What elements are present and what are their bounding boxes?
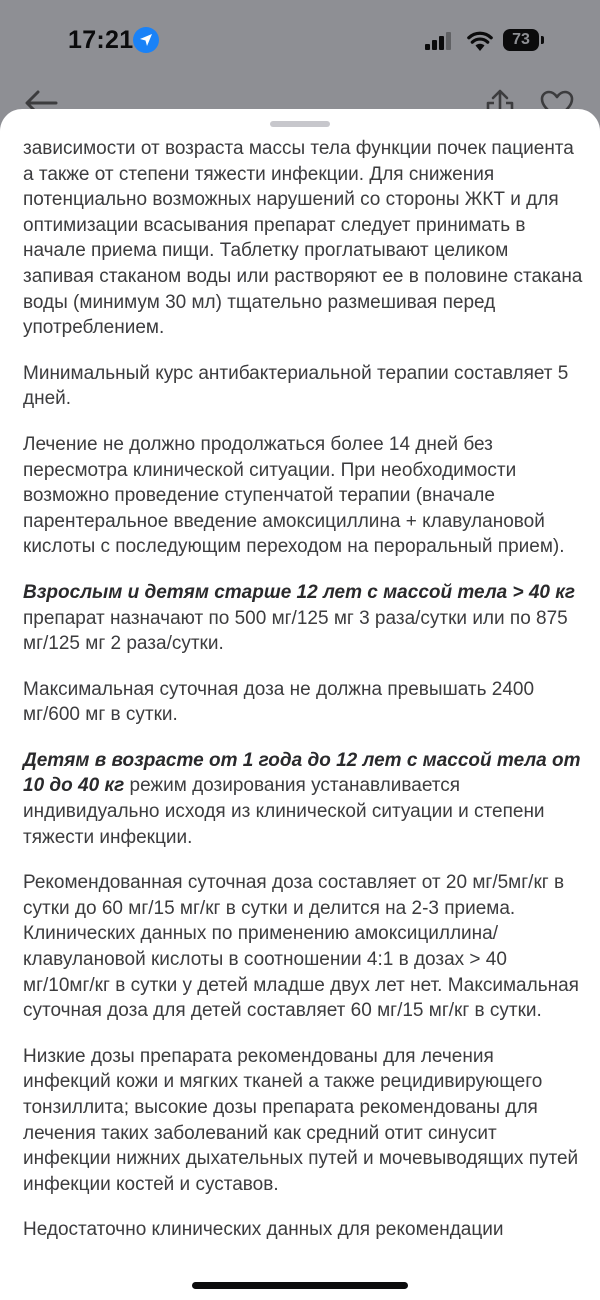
wifi-icon [466, 30, 494, 52]
article-paragraph: зависимости от возраста массы тела функции почек пациента а также от степени тяжести инфекции. Для снижения потенциально возможных нарушений со стороны ЖКТ и для оптимизации всасывания препарат следует принимать в начале приема пищи. Таблетку проглатывают целиком запивая стаканом воды или растворяют ее в половине стакана воды (минимум 30 мл) тщательно размешивая перед употреблением. [23, 138, 583, 339]
cellular-signal-icon [425, 32, 451, 50]
dosage-heading-children: Детям в возрасте от 1 года до 12 лет с массой тела от 10 до 40 кг [23, 749, 581, 797]
location-arrow-icon [133, 27, 159, 53]
battery-icon [503, 29, 539, 51]
article-paragraph: Минимальный курс антибактериальной терапии составляет 5 дней. [23, 362, 569, 410]
dosage-text-adults: препарат назначают по 500 мг/125 мг 3 раза/сутки или по 875 мг/125 мг 2 раза/сутки. [23, 607, 568, 655]
home-indicator[interactable] [192, 1282, 408, 1289]
article-paragraph: Недостаточно клинических данных для рекомендации [23, 1219, 504, 1241]
bottom-sheet[interactable] [0, 109, 600, 1300]
article-paragraph [23, 748, 583, 850]
article-paragraph: Лечение не должно продолжаться более 14 дней без пересмотра клинической ситуации. При необходимости возможно проведение ступенчатой терапии (вначале парентеральное введение амоксициллина + клавулановой кислоты с последующим переходом на пероральный прием). [23, 433, 565, 558]
dosage-text-children: режим дозирования устанавливается индивидуально исходя из клинической ситуации и степени тяжести инфекции. [23, 775, 545, 848]
battery-level: 73 [512, 31, 530, 48]
article-paragraph: Рекомендованная суточная доза составляет от 20 мг/5мг/кг в сутки до 60 мг/15 мг/кг в сутки и делится на 2-3 приема. Клинических данных по применению амоксициллина/клавулановой кислоты в соотношении 4:1 в дозах > 40 мг/10мг/кг в сутки у детей младше двух лет нет. Максимальная суточная доза для детей составляет 60 мг/15 мг/кг в сутки. [23, 872, 579, 1022]
sheet-grabber-handle[interactable] [270, 121, 330, 127]
article-paragraph: Низкие дозы препарата рекомендованы для лечения инфекций кожи и мягких тканей а также рецидивирующего тонзиллита; высокие дозы препарата рекомендованы для лечения таких заболеваний как средний отит синусит инфекции нижних дыхательных путей и мочевыводящих путей инфекции костей и суставов. [23, 1045, 579, 1195]
status-time: 17:21 [68, 26, 134, 54]
article-paragraph [23, 580, 583, 657]
article-content [23, 136, 583, 1263]
dosage-heading-adults: Взрослым и детям старше 12 лет с массой тела > 40 кг [23, 581, 576, 603]
article-paragraph: Максимальная суточная доза не должна превышать 2400 мг/600 мг в сутки. [23, 678, 535, 726]
status-bar [0, 0, 600, 84]
battery-nub [541, 36, 544, 44]
